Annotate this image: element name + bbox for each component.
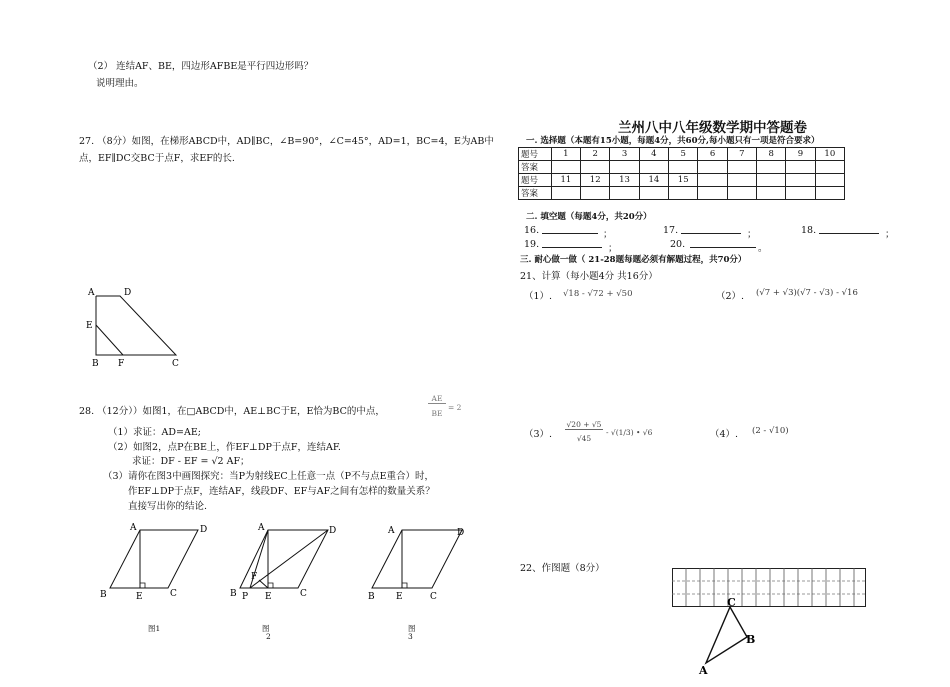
blank-17-input[interactable]: [681, 233, 741, 234]
answer-cell[interactable]: [551, 187, 580, 200]
q28-ratio-numerator: AE: [428, 394, 446, 404]
fig3-label-a: A: [388, 526, 395, 536]
q28-part2: （2）如图2，点P在BE上，作EF⊥DP于点F，连结AF.: [108, 442, 341, 453]
answer-sheet-title: 兰州八中八年级数学期中答题卷: [618, 120, 807, 136]
table-cell: 13: [610, 174, 639, 187]
answer-cell[interactable]: [639, 161, 668, 174]
section2-heading: 二. 填空题（每题4分，共20分）: [526, 212, 652, 222]
blank-18-number: 18.: [801, 225, 817, 236]
table-cell: 3: [610, 148, 639, 161]
fig2-label-d: D: [329, 526, 337, 536]
triangle-label-a: A: [699, 664, 708, 677]
blank-separator: ；: [747, 229, 757, 240]
answer-cell[interactable]: [639, 187, 668, 200]
table-cell: 9: [786, 148, 815, 161]
q28-part1: （1）求证：AD=AE;: [108, 427, 201, 438]
q28-part3-line1: （3）请你在图3中画图探究：当P为射线EC上任意一点（P不与点E重合）时，: [103, 471, 435, 482]
blank-16-number: 16.: [524, 225, 540, 236]
q28-line1: 28. （12分））如图1，在□ABCD中，AE⊥BC于E，E恰为BC的中点，: [79, 406, 385, 417]
answer-cell[interactable]: [727, 161, 756, 174]
table-cell: [727, 174, 756, 187]
answer-cell[interactable]: [551, 161, 580, 174]
q28-part2-proof: 求证：DF - EF = √2 AF；: [132, 456, 250, 467]
table-cell: 12: [581, 174, 610, 187]
table-cell: 答案: [519, 161, 552, 174]
fig3-label-e: E: [396, 592, 403, 602]
parallelogram-figure-3: [368, 520, 478, 605]
table-cell: 5: [669, 148, 698, 161]
q21-1-label: （1）.: [524, 291, 553, 302]
answer-cell[interactable]: [727, 187, 756, 200]
blank-19-input[interactable]: [542, 247, 602, 248]
fig27-label-d: D: [124, 288, 132, 298]
answer-cell[interactable]: [815, 161, 844, 174]
q21-1-expression: √18 - √72 + √50: [563, 289, 633, 299]
answer-cell[interactable]: [610, 161, 639, 174]
fig2-label-f: F: [251, 572, 258, 582]
fig3-label-b: B: [368, 592, 375, 602]
fig3-caption-line1: 图: [408, 624, 416, 633]
parallelogram-figure-1: [98, 520, 208, 605]
answer-cell[interactable]: [610, 187, 639, 200]
q22-heading: 22、作图题（8分）: [520, 563, 605, 574]
fig1-label-e: E: [136, 592, 143, 602]
answer-cell[interactable]: [698, 161, 727, 174]
table-cell: 7: [727, 148, 756, 161]
fig3-label-c: C: [430, 592, 437, 602]
table-cell: [698, 174, 727, 187]
fig27-label-f: F: [118, 359, 125, 369]
section3-heading: 三. 耐心做一做（ 21-28题每题必须有解题过程，共70分）: [520, 255, 747, 265]
q21-3-label: （3）.: [524, 429, 553, 440]
q21-3-denominator: √45: [576, 434, 592, 443]
q26-part2-line2: 说明理由。: [96, 78, 144, 89]
blank-20-number: 20.: [670, 239, 686, 250]
q21-2-label: （2）.: [716, 291, 745, 302]
fig2-label-b: B: [230, 589, 237, 599]
table-cell: 答案: [519, 187, 552, 200]
table-cell: 15: [669, 174, 698, 187]
blank-17-number: 17.: [663, 225, 679, 236]
fig2-caption-line2: 2: [266, 632, 271, 641]
answer-cell[interactable]: [757, 161, 786, 174]
choice-answer-table: [518, 147, 845, 200]
triangle-label-c: C: [727, 596, 736, 609]
blank-16-input[interactable]: [542, 233, 598, 234]
blank-20-input[interactable]: [690, 247, 756, 248]
fig27-label-a: A: [88, 288, 95, 298]
answer-cell[interactable]: [698, 187, 727, 200]
fig27-label-c: C: [172, 359, 179, 369]
q28-ratio-value: = 2: [448, 403, 462, 412]
fig2-label-p: P: [242, 592, 249, 602]
blank-separator: ；: [885, 229, 895, 240]
table-row: [519, 161, 845, 174]
table-cell: 8: [757, 148, 786, 161]
blank-end-mark: 。: [758, 243, 768, 254]
fig27-label-e: E: [86, 321, 93, 331]
fig2-label-a: A: [258, 523, 265, 533]
answer-cell[interactable]: [581, 161, 610, 174]
q21-heading: 21、计算（每小题4分 共16分）: [520, 271, 658, 282]
fig3-label-d: D: [457, 528, 465, 538]
blank-separator: ；: [603, 229, 613, 240]
q27-line1: 27. （8分）如图，在梯形ABCD中，AD∥BC，∠B=90°，∠C=45°，AD=1，BC=4，E为AB中: [79, 136, 494, 147]
triangle-label-b: B: [746, 633, 756, 646]
q26-part2-line1: （2） 连结AF、BE，四边形AFBE是平行四边形吗？: [88, 61, 314, 72]
drawing-grid[interactable]: [672, 568, 872, 678]
table-cell: 题号: [519, 174, 552, 187]
fig2-caption-line1: 图: [262, 624, 270, 633]
answer-cell[interactable]: [786, 161, 815, 174]
section1-heading: 一. 选择题（本题有15小题，每题4分，共60分,每小题只有一项是符合要求）: [526, 136, 820, 146]
fig1-label-b: B: [100, 590, 107, 600]
table-row: [519, 174, 845, 187]
q28-part3-line3: 直接写出你的结论.: [128, 501, 208, 512]
trapezoid-figure: [80, 285, 200, 375]
q21-4-label: （4）.: [710, 429, 739, 440]
fig2-label-e: E: [265, 592, 272, 602]
blank-19-number: 19.: [524, 239, 540, 250]
fig1-label-a: A: [130, 523, 137, 533]
table-cell: 10: [815, 148, 844, 161]
fig27-label-b: B: [92, 359, 99, 369]
table-cell: 6: [698, 148, 727, 161]
blank-separator: ；: [608, 243, 618, 254]
q21-3-numerator: √20 + √5: [566, 420, 602, 429]
table-cell: 11: [551, 174, 580, 187]
table-cell: 2: [581, 148, 610, 161]
fig1-label-c: C: [170, 589, 177, 599]
table-cell: [786, 174, 815, 187]
answer-cell[interactable]: [669, 161, 698, 174]
fig1-label-d: D: [200, 525, 208, 535]
table-cell: [815, 174, 844, 187]
table-row: [519, 148, 845, 161]
q21-4-expression: (2 - √10): [752, 426, 789, 436]
fig2-label-c: C: [300, 589, 307, 599]
q27-line2: 点，EF∥DC交BC于点F，求EF的长.: [79, 153, 235, 164]
triangle-abc: [706, 607, 747, 663]
answer-cell[interactable]: [757, 187, 786, 200]
blank-18-input[interactable]: [819, 233, 879, 234]
q21-3-tail: - √(1/3) • √6: [606, 428, 653, 437]
answer-cell[interactable]: [669, 187, 698, 200]
q28-part3-line2: 作EF⊥DP于点F，连结AF，线段DF、EF与AF之间有怎样的数量关系？: [128, 486, 435, 497]
table-cell: 14: [639, 174, 668, 187]
table-row: [519, 187, 845, 200]
answer-cell[interactable]: [815, 187, 844, 200]
table-cell: 4: [639, 148, 668, 161]
q28-ratio-denominator: BE: [431, 409, 443, 418]
table-cell: 题号: [519, 148, 552, 161]
table-cell: 1: [551, 148, 580, 161]
answer-cell[interactable]: [581, 187, 610, 200]
parallelogram-figure-2: [228, 520, 343, 605]
answer-cell[interactable]: [786, 187, 815, 200]
fig3-caption-line2: 3: [408, 632, 413, 641]
fig1-caption: 图1: [148, 624, 161, 633]
table-cell: [757, 174, 786, 187]
q21-2-expression: (√7 + √3)(√7 - √3) - √16: [756, 288, 858, 298]
